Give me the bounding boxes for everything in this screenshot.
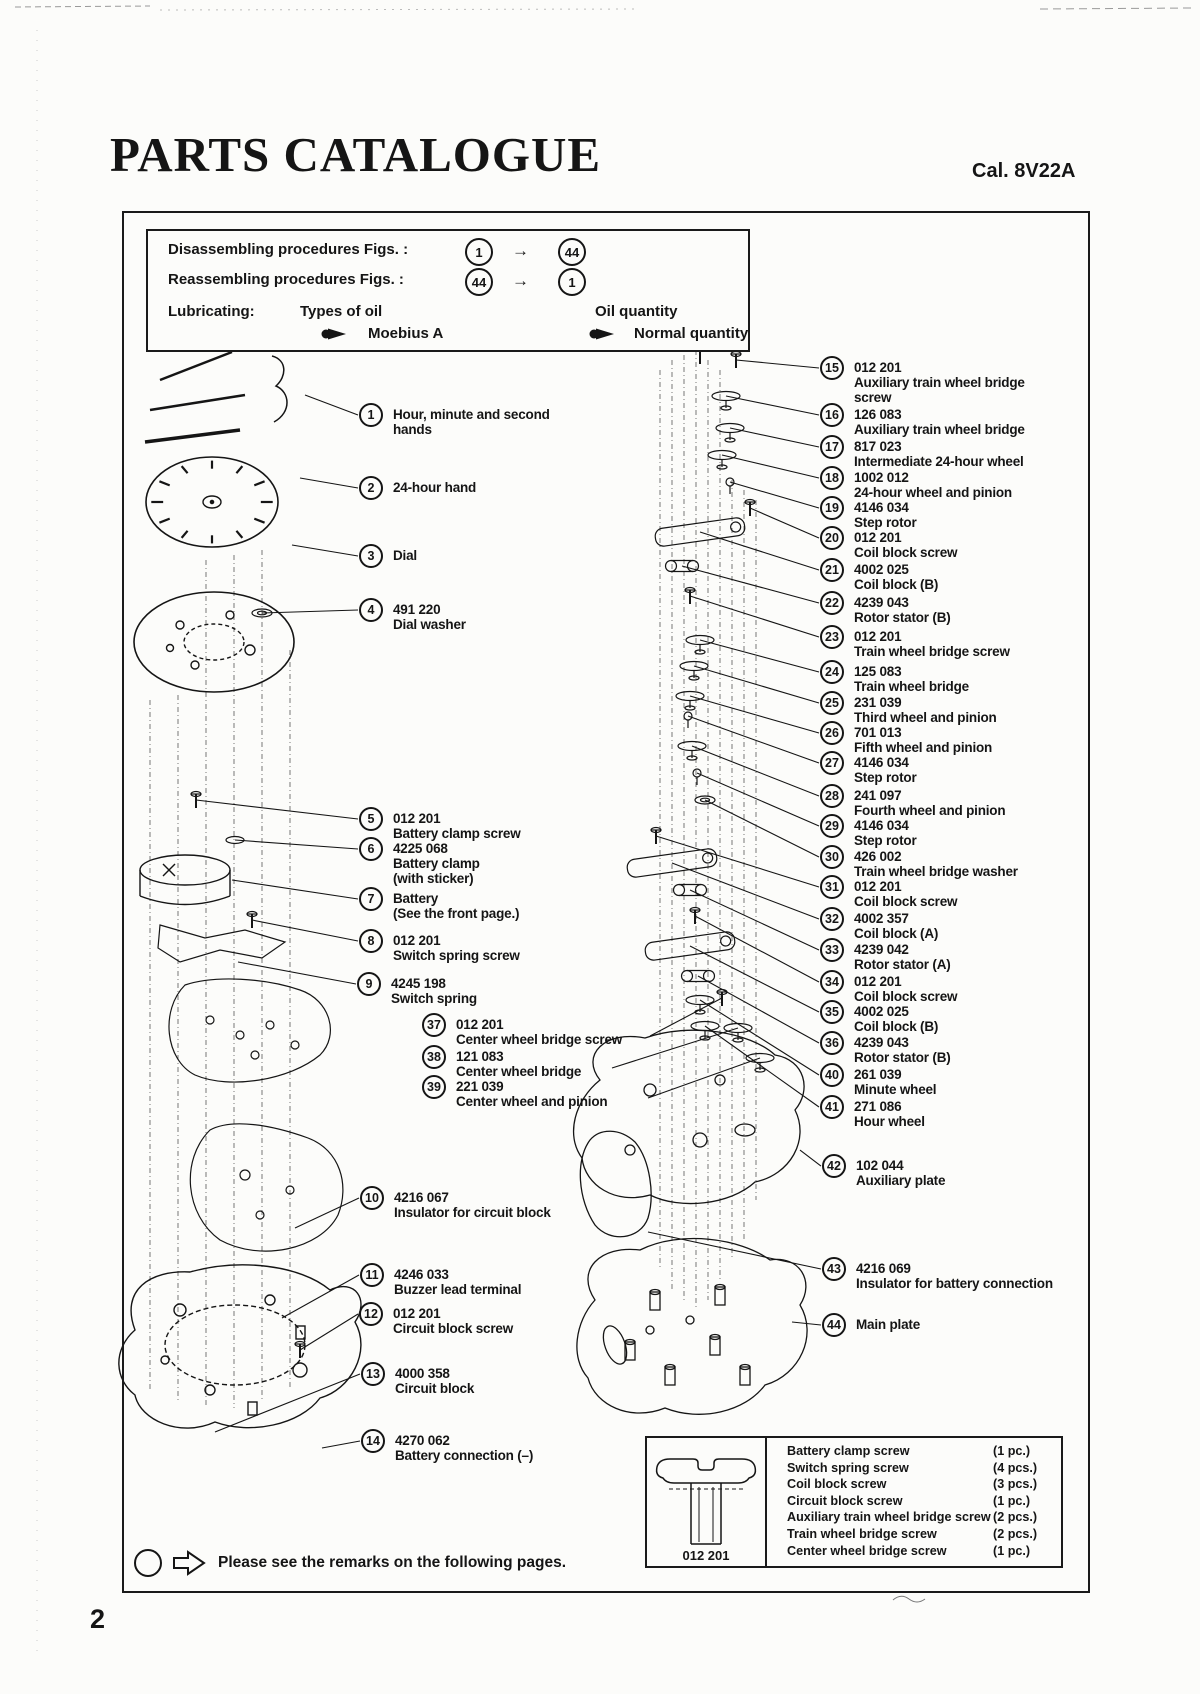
part-number-badge: 21 bbox=[820, 558, 844, 582]
part-number-badge: 23 bbox=[820, 625, 844, 649]
part-name: Battery clamp screw bbox=[393, 826, 521, 841]
part-label bbox=[854, 755, 917, 785]
part-number-badge: 19 bbox=[820, 496, 844, 520]
circle-icon bbox=[134, 1549, 162, 1577]
part-number-badge: 5 bbox=[359, 807, 383, 831]
part-label bbox=[854, 629, 1010, 659]
part-code: 012 201 bbox=[854, 629, 902, 644]
part-label bbox=[393, 891, 519, 921]
part-name: screw bbox=[854, 390, 892, 405]
part-code: 4146 034 bbox=[854, 818, 909, 833]
part-code: 4002 025 bbox=[854, 562, 909, 577]
part-number-badge: 44 bbox=[822, 1313, 846, 1337]
part-label bbox=[854, 788, 1005, 818]
part-name: Battery connection (–) bbox=[395, 1448, 534, 1463]
part-label bbox=[854, 942, 951, 972]
part-label bbox=[854, 974, 957, 1004]
part-number-badge: 3 bbox=[359, 544, 383, 568]
part-label bbox=[854, 500, 917, 530]
part-name: Auxiliary train wheel bridge bbox=[854, 375, 1025, 390]
arrow-right-icon: → bbox=[512, 271, 529, 290]
part-name: Dial washer bbox=[393, 617, 466, 632]
part-number-badge: 2 bbox=[359, 476, 383, 500]
oil-drop-icon bbox=[320, 327, 360, 341]
part-number-badge: 41 bbox=[820, 1095, 844, 1119]
part-code: 817 023 bbox=[854, 439, 902, 454]
part-label bbox=[854, 849, 1018, 879]
part-label bbox=[856, 1261, 1053, 1291]
part-label bbox=[854, 595, 951, 625]
part-name: Main plate bbox=[856, 1317, 921, 1332]
part-number-badge: 31 bbox=[820, 875, 844, 899]
caliber-number: Cal. 8V22A bbox=[972, 160, 1076, 182]
part-label bbox=[393, 841, 480, 886]
part-label bbox=[394, 1267, 521, 1297]
arrow-block-icon bbox=[170, 1549, 208, 1577]
part-code: 012 201 bbox=[854, 360, 902, 375]
part-label bbox=[456, 1049, 581, 1079]
part-label bbox=[854, 1004, 938, 1034]
screw-count-list bbox=[767, 1438, 1061, 1566]
part-name: Coil block screw bbox=[854, 894, 958, 909]
part-label bbox=[393, 548, 417, 563]
part-label bbox=[393, 1306, 513, 1336]
procedures-info-box bbox=[146, 229, 750, 352]
oil-quantity-value: Normal quantity bbox=[634, 325, 749, 342]
part-number-badge: 29 bbox=[820, 814, 844, 838]
part-number-badge: 25 bbox=[820, 691, 844, 715]
part-label bbox=[856, 1317, 920, 1332]
screw-table-row bbox=[787, 1526, 1055, 1543]
screw-part-code: 012 201 bbox=[682, 1548, 730, 1563]
part-number-badge: 11 bbox=[360, 1263, 384, 1287]
screw-quantity: (1 pc.) bbox=[993, 1493, 1031, 1508]
part-number-badge: 18 bbox=[820, 466, 844, 490]
part-number-badge: 13 bbox=[361, 1362, 385, 1386]
arrow-right-icon: → bbox=[512, 241, 529, 260]
screw-name: Coil block screw bbox=[787, 1477, 887, 1492]
disassembling-row bbox=[168, 241, 580, 260]
screw-summary-table bbox=[645, 1436, 1063, 1568]
fig-number-badge: 1 bbox=[465, 238, 493, 266]
part-label bbox=[456, 1017, 622, 1047]
part-name: Coil block screw bbox=[854, 989, 958, 1004]
screw-table-row bbox=[787, 1543, 1055, 1560]
screw-quantity: (3 pcs.) bbox=[993, 1477, 1038, 1492]
part-code: 4146 034 bbox=[854, 500, 909, 515]
fig-number-badge: 1 bbox=[558, 268, 586, 296]
part-name: Center wheel bridge screw bbox=[456, 1032, 623, 1047]
disassembling-label: Disassembling procedures Figs. : bbox=[168, 241, 409, 258]
page-number: 2 bbox=[90, 1604, 106, 1634]
part-code: 012 201 bbox=[393, 811, 441, 826]
part-name: Circuit block screw bbox=[393, 1321, 513, 1336]
oil-quantity-header: Oil quantity bbox=[595, 303, 678, 320]
lubricating-label: Lubricating: bbox=[168, 303, 255, 320]
part-number-badge: 35 bbox=[820, 1000, 844, 1024]
part-label bbox=[456, 1079, 607, 1109]
part-label bbox=[854, 725, 992, 755]
part-name: Switch spring bbox=[391, 991, 477, 1006]
part-number-badge: 33 bbox=[820, 938, 844, 962]
screw-name: Switch spring screw bbox=[787, 1460, 909, 1475]
part-label bbox=[854, 562, 938, 592]
screw-quantity: (2 pcs.) bbox=[993, 1526, 1038, 1541]
part-label bbox=[854, 911, 938, 941]
part-number-badge: 15 bbox=[820, 356, 844, 380]
part-code: 4000 358 bbox=[395, 1366, 450, 1381]
part-code: 4239 042 bbox=[854, 942, 909, 957]
screw-drawing bbox=[647, 1442, 765, 1552]
part-label bbox=[854, 470, 1012, 500]
part-number-badge: 6 bbox=[359, 837, 383, 861]
part-name: Auxiliary plate bbox=[856, 1173, 946, 1188]
part-code: 4246 033 bbox=[394, 1267, 449, 1282]
part-code: 012 201 bbox=[456, 1017, 504, 1032]
part-name: Coil block (A) bbox=[854, 926, 939, 941]
part-name: Coil block (B) bbox=[854, 577, 939, 592]
part-code: 1002 012 bbox=[854, 470, 909, 485]
part-name: Buzzer lead terminal bbox=[394, 1282, 522, 1297]
screw-table-row bbox=[787, 1509, 1055, 1526]
part-code: 4146 034 bbox=[854, 755, 909, 770]
reassembling-row bbox=[168, 271, 576, 290]
part-code: 4245 198 bbox=[391, 976, 446, 991]
part-name: Step rotor bbox=[854, 515, 917, 530]
part-label bbox=[854, 407, 1025, 437]
part-code: 271 086 bbox=[854, 1099, 902, 1114]
part-name: (with sticker) bbox=[393, 871, 474, 886]
oil-type-value: Moebius A bbox=[368, 325, 444, 342]
part-label bbox=[854, 1099, 925, 1129]
part-number-badge: 22 bbox=[820, 591, 844, 615]
part-code: 102 044 bbox=[856, 1158, 904, 1173]
part-name: Train wheel bridge bbox=[854, 679, 969, 694]
part-code: 4216 069 bbox=[856, 1261, 911, 1276]
part-number-badge: 16 bbox=[820, 403, 844, 427]
part-number-badge: 1 bbox=[359, 403, 383, 427]
part-label bbox=[395, 1433, 533, 1463]
part-label bbox=[393, 811, 521, 841]
part-code: 4239 043 bbox=[854, 1035, 909, 1050]
part-code: 4239 043 bbox=[854, 595, 909, 610]
part-name: Step rotor bbox=[854, 770, 917, 785]
part-label bbox=[854, 879, 957, 909]
part-number-badge: 32 bbox=[820, 907, 844, 931]
screw-name: Center wheel bridge screw bbox=[787, 1543, 947, 1558]
part-name: 24-hour hand bbox=[393, 480, 477, 495]
screw-quantity: (2 pcs.) bbox=[993, 1510, 1038, 1525]
part-number-badge: 28 bbox=[820, 784, 844, 808]
screw-quantity: (1 pc.) bbox=[993, 1444, 1031, 1458]
part-number-badge: 34 bbox=[820, 970, 844, 994]
part-name: Coil block (B) bbox=[854, 1019, 939, 1034]
part-name: Rotor stator (B) bbox=[854, 610, 951, 625]
part-label bbox=[854, 664, 969, 694]
part-code: 012 201 bbox=[854, 879, 902, 894]
screw-table-row bbox=[787, 1476, 1055, 1493]
screw-name: Battery clamp screw bbox=[787, 1444, 910, 1458]
part-code: 126 083 bbox=[854, 407, 902, 422]
part-label bbox=[391, 976, 477, 1006]
part-name: Battery bbox=[393, 891, 439, 906]
part-name: Hour wheel bbox=[854, 1114, 925, 1129]
screw-table-row bbox=[787, 1443, 1055, 1460]
part-name: Fourth wheel and pinion bbox=[854, 803, 1006, 818]
part-name: Center wheel and pinion bbox=[456, 1094, 608, 1109]
part-number-badge: 7 bbox=[359, 887, 383, 911]
screw-name: Train wheel bridge screw bbox=[787, 1526, 937, 1541]
screw-drawing-cell bbox=[647, 1438, 767, 1566]
part-number-badge: 39 bbox=[422, 1075, 446, 1099]
part-name: Hour, minute and second bbox=[393, 407, 550, 422]
part-label bbox=[856, 1158, 945, 1188]
lubricating-row bbox=[168, 303, 678, 320]
part-number-badge: 43 bbox=[822, 1257, 846, 1281]
part-code: 012 201 bbox=[854, 974, 902, 989]
part-code: 241 097 bbox=[854, 788, 902, 803]
part-label bbox=[854, 439, 1024, 469]
remarks-text: Please see the remarks on the following pages. bbox=[218, 1554, 567, 1571]
part-number-badge: 20 bbox=[820, 526, 844, 550]
part-name: Third wheel and pinion bbox=[854, 710, 997, 725]
screw-table-row bbox=[787, 1493, 1055, 1510]
screw-table-row bbox=[787, 1460, 1055, 1477]
remarks-note bbox=[134, 1549, 566, 1577]
part-name: Rotor stator (A) bbox=[854, 957, 951, 972]
part-number-badge: 4 bbox=[359, 598, 383, 622]
part-name: hands bbox=[393, 422, 432, 437]
part-name: Insulator for battery connection bbox=[856, 1276, 1053, 1291]
part-code: 125 083 bbox=[854, 664, 902, 679]
part-number-badge: 17 bbox=[820, 435, 844, 459]
part-name: Circuit block bbox=[395, 1381, 475, 1396]
oil-drop-icon bbox=[588, 327, 628, 341]
screw-quantity: (1 pc.) bbox=[993, 1543, 1031, 1558]
part-label bbox=[393, 407, 550, 437]
screw-quantity: (4 pcs.) bbox=[993, 1460, 1038, 1475]
part-code: 4002 357 bbox=[854, 911, 909, 926]
part-name: Fifth wheel and pinion bbox=[854, 740, 993, 755]
part-name: Minute wheel bbox=[854, 1082, 937, 1097]
part-name: Train wheel bridge screw bbox=[854, 644, 1010, 659]
part-code: 4002 025 bbox=[854, 1004, 909, 1019]
part-number-badge: 14 bbox=[361, 1429, 385, 1453]
part-number-badge: 36 bbox=[820, 1031, 844, 1055]
part-name: Battery clamp bbox=[393, 856, 480, 871]
part-name: Center wheel bridge bbox=[456, 1064, 582, 1079]
part-name: 24-hour wheel and pinion bbox=[854, 485, 1012, 500]
part-name: Switch spring screw bbox=[393, 948, 520, 963]
part-label bbox=[854, 1035, 951, 1065]
part-name: Auxiliary train wheel bridge bbox=[854, 422, 1025, 437]
part-label bbox=[854, 1067, 936, 1097]
part-number-badge: 30 bbox=[820, 845, 844, 869]
part-code: 4270 062 bbox=[395, 1433, 450, 1448]
page-title: PARTS CATALOGUE bbox=[110, 127, 602, 182]
part-number-badge: 26 bbox=[820, 721, 844, 745]
part-number-badge: 8 bbox=[359, 929, 383, 953]
part-label bbox=[393, 480, 476, 495]
part-name: Dial bbox=[393, 548, 417, 563]
part-code: 4225 068 bbox=[393, 841, 448, 856]
part-code: 4216 067 bbox=[394, 1190, 449, 1205]
part-name: Rotor stator (B) bbox=[854, 1050, 951, 1065]
part-number-badge: 27 bbox=[820, 751, 844, 775]
part-code: 121 083 bbox=[456, 1049, 504, 1064]
part-name: Step rotor bbox=[854, 833, 917, 848]
screw-name: Auxiliary train wheel bridge screw bbox=[787, 1510, 991, 1525]
part-name: Train wheel bridge washer bbox=[854, 864, 1018, 879]
fig-number-badge: 44 bbox=[465, 268, 493, 296]
oil-type-header: Types of oil bbox=[300, 303, 383, 320]
part-number-badge: 38 bbox=[422, 1045, 446, 1069]
part-label bbox=[854, 695, 997, 725]
part-code: 426 002 bbox=[854, 849, 902, 864]
part-name: Intermediate 24-hour wheel bbox=[854, 454, 1024, 469]
part-number-badge: 10 bbox=[360, 1186, 384, 1210]
part-code: 491 220 bbox=[393, 602, 441, 617]
part-name: Insulator for circuit block bbox=[394, 1205, 551, 1220]
part-name: (See the front page.) bbox=[393, 906, 520, 921]
part-code: 231 039 bbox=[854, 695, 902, 710]
part-code: 221 039 bbox=[456, 1079, 504, 1094]
part-label bbox=[394, 1190, 551, 1220]
part-code: 012 201 bbox=[854, 530, 902, 545]
part-number-badge: 42 bbox=[822, 1154, 846, 1178]
part-label bbox=[854, 818, 917, 848]
reassembling-label: Reassembling procedures Figs. : bbox=[168, 271, 404, 288]
part-number-badge: 9 bbox=[357, 972, 381, 996]
part-code: 012 201 bbox=[393, 1306, 441, 1321]
part-number-badge: 24 bbox=[820, 660, 844, 684]
part-label bbox=[395, 1366, 474, 1396]
part-label bbox=[854, 530, 957, 560]
part-code: 261 039 bbox=[854, 1067, 902, 1082]
part-number-badge: 40 bbox=[820, 1063, 844, 1087]
part-label bbox=[393, 602, 466, 632]
part-name: Coil block screw bbox=[854, 545, 958, 560]
part-code: 012 201 bbox=[393, 933, 441, 948]
fig-number-badge: 44 bbox=[558, 238, 586, 266]
part-number-badge: 12 bbox=[359, 1302, 383, 1326]
part-label bbox=[854, 360, 1025, 405]
screw-name: Circuit block screw bbox=[787, 1493, 903, 1508]
part-code: 701 013 bbox=[854, 725, 902, 740]
part-label bbox=[393, 933, 520, 963]
part-number-badge: 37 bbox=[422, 1013, 446, 1037]
